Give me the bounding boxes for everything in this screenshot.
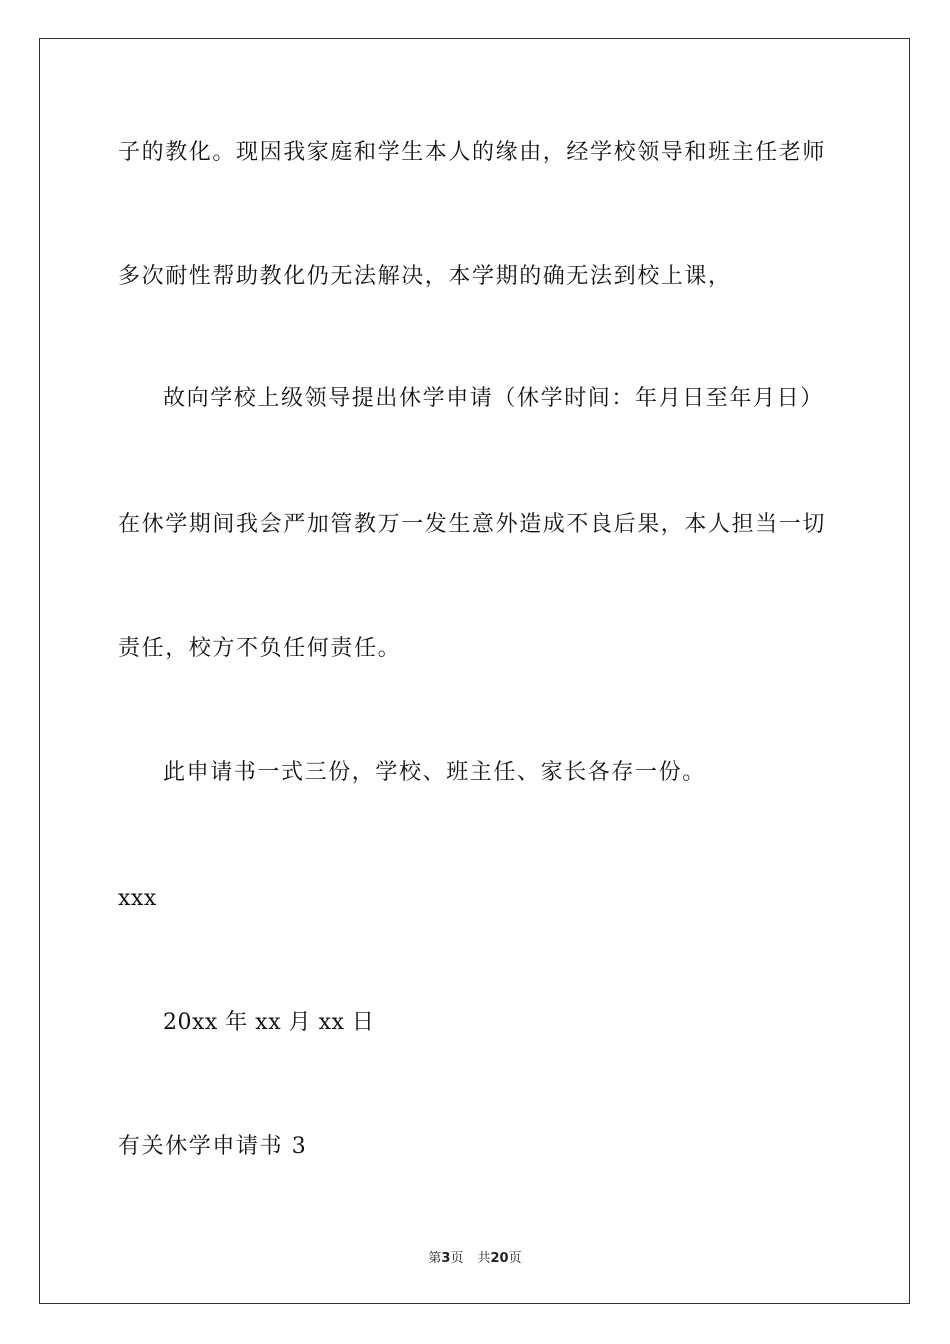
body-line-1: 子的教化。现因我家庭和学生本人的缘由，经学校领导和班主任老师 <box>118 140 827 165</box>
signature-name: xxx <box>118 886 157 911</box>
body-line-3: 故向学校上级领导提出休学申请（休学时间：年月日至年月日） <box>163 386 824 411</box>
footer-total-prefix: 共 <box>477 1251 491 1266</box>
body-line-5: 责任，校方不负任何责任。 <box>118 636 402 661</box>
body-line-6: 此申请书一式三份，学校、班主任、家长各存一份。 <box>163 760 706 785</box>
footer-page-prefix: 第 <box>428 1251 442 1266</box>
section-heading: 有关休学申请书 3 <box>118 1134 308 1159</box>
signature-date: 20xx 年 xx 月 xx 日 <box>163 1010 375 1035</box>
body-line-2: 多次耐性帮助教化仍无法解决，本学期的确无法到校上课， <box>118 264 732 289</box>
page-frame <box>39 38 910 1304</box>
footer-page-suffix: 页 <box>450 1251 464 1266</box>
footer-page-number: 3 <box>441 1251 451 1266</box>
footer-total-suffix: 页 <box>508 1251 522 1266</box>
body-line-4: 在休学期间我会严加管教万一发生意外造成不良后果，本人担当一切 <box>118 512 827 537</box>
page-footer <box>0 1247 950 1266</box>
footer-total-pages: 20 <box>490 1251 509 1266</box>
